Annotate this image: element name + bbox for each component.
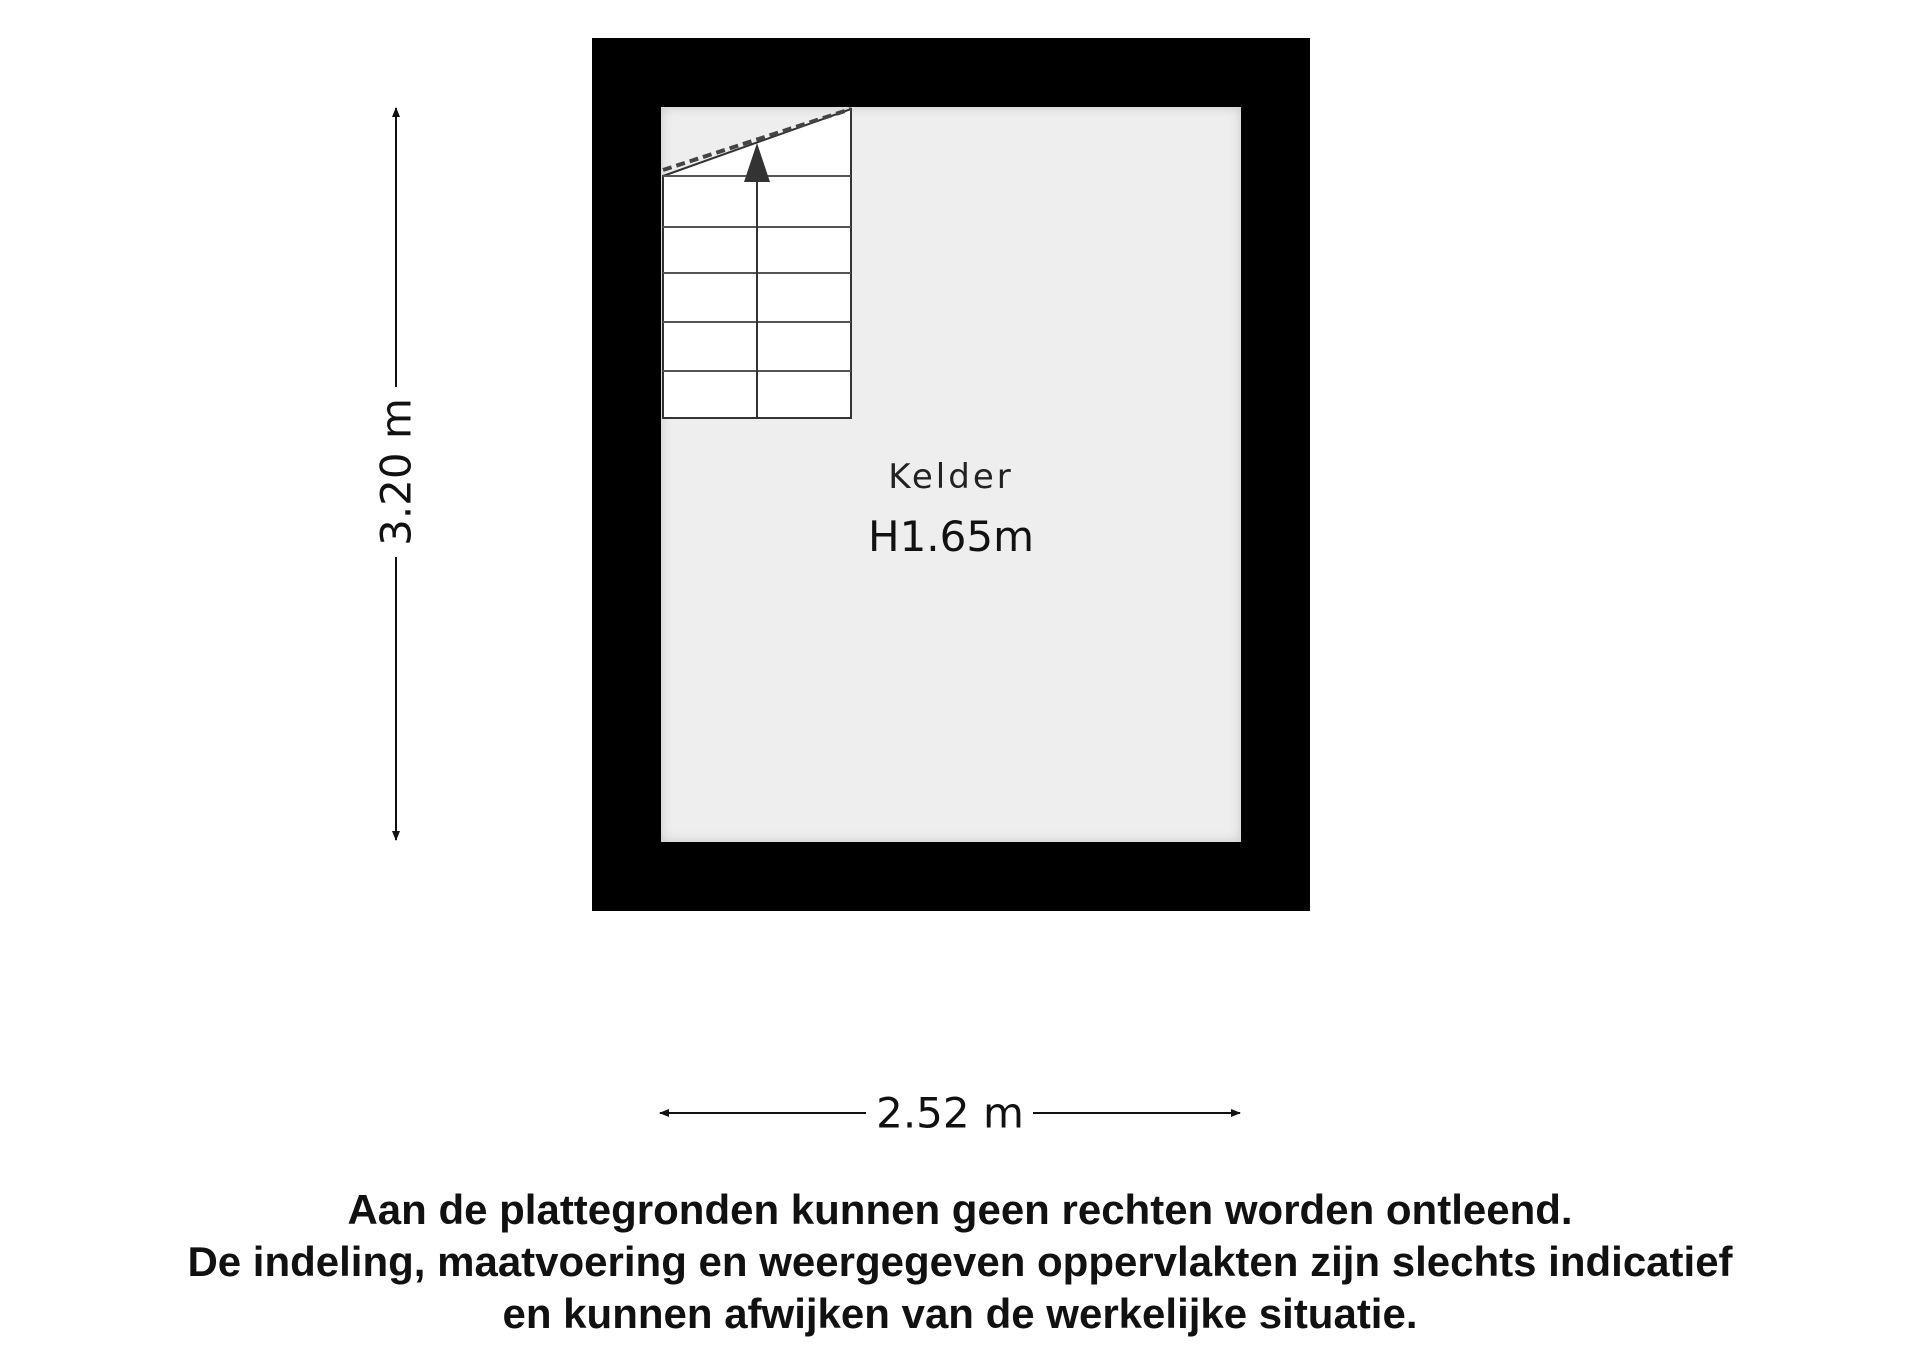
room-height: H1.65m <box>867 512 1035 561</box>
disclaimer-line-2: De indeling, maatvoering en weergegeven oppervlakten zijn slechts indicatief <box>187 1238 1733 1285</box>
vertical-dimension <box>372 108 421 840</box>
room-name: Kelder <box>888 457 1014 497</box>
disclaimer-line-1: Aan de plattegronden kunnen geen rechten worden ontleend. <box>347 1186 1573 1233</box>
horizontal-dimension-label: 2.52 m <box>876 1088 1024 1138</box>
disclaimer <box>0 1184 1920 1340</box>
disclaimer-line-3: en kunnen afwijken van de werkelijke situatie. <box>502 1290 1418 1337</box>
horizontal-dimension <box>660 1089 1240 1138</box>
vertical-dimension-label: 3.20 m <box>371 398 421 546</box>
